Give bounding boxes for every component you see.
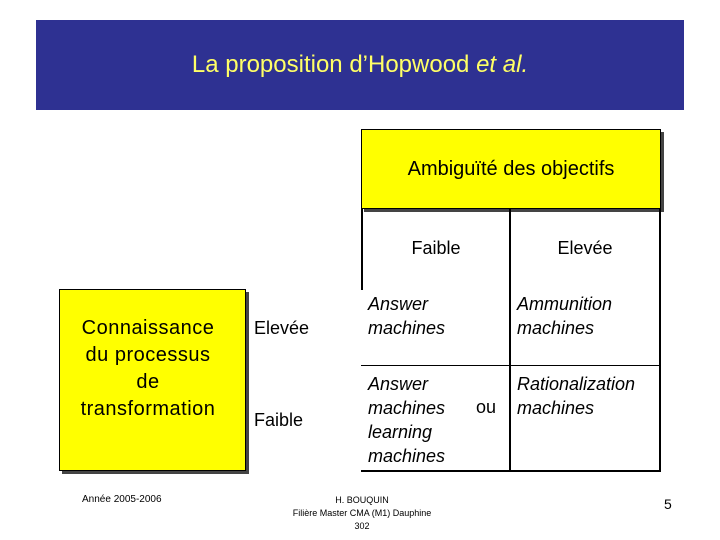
cell-line: machines bbox=[368, 398, 446, 418]
row-label-elevee: Elevée bbox=[254, 318, 310, 338]
cell-line: machines bbox=[517, 398, 595, 418]
cell-connector-ou: ou bbox=[476, 397, 497, 417]
cell-line: learning bbox=[368, 422, 433, 442]
cell-line: Answer bbox=[368, 294, 429, 314]
footer-line: 302 bbox=[354, 521, 370, 531]
title-italic: et al. bbox=[476, 51, 529, 78]
cell-line: machines bbox=[517, 318, 595, 338]
cell-line: machines bbox=[368, 318, 446, 338]
title-banner bbox=[36, 20, 684, 110]
knowledge-axis-label bbox=[62, 315, 234, 423]
cell-line: machines bbox=[368, 446, 446, 466]
axis-line: transformation bbox=[80, 398, 216, 420]
footer-author bbox=[262, 494, 462, 533]
axis-line: du processus bbox=[85, 344, 211, 366]
column-header-faible: Faible bbox=[411, 238, 461, 258]
column-header-elevee: Elevée bbox=[557, 238, 613, 258]
footer-line: Filière Master CMA (M1) Dauphine bbox=[292, 508, 432, 518]
cell-line: Ammunition bbox=[517, 294, 613, 314]
grid-row-divider bbox=[361, 365, 659, 366]
cell-rationalization-machines bbox=[517, 372, 635, 420]
cell-line: Rationalization bbox=[517, 374, 636, 394]
ambiguity-header-box bbox=[361, 129, 661, 209]
axis-line: Connaissance bbox=[81, 317, 215, 339]
cell-answer-machines bbox=[368, 292, 445, 340]
page-number: 5 bbox=[664, 496, 672, 512]
cell-answer-learning-machines bbox=[368, 372, 445, 468]
cell-ammunition-machines bbox=[517, 292, 612, 340]
ambiguity-header-label: Ambiguïté des objectifs bbox=[407, 157, 615, 180]
cell-line: Answer bbox=[368, 374, 429, 394]
title-main: La proposition d’Hopwood bbox=[191, 51, 477, 78]
row-label-faible: Faible bbox=[254, 410, 304, 430]
axis-line: de bbox=[136, 371, 160, 393]
footer-line: H. BOUQUIN bbox=[335, 495, 389, 505]
footer-year: Année 2005-2006 bbox=[82, 494, 162, 505]
slide-title bbox=[192, 51, 528, 79]
